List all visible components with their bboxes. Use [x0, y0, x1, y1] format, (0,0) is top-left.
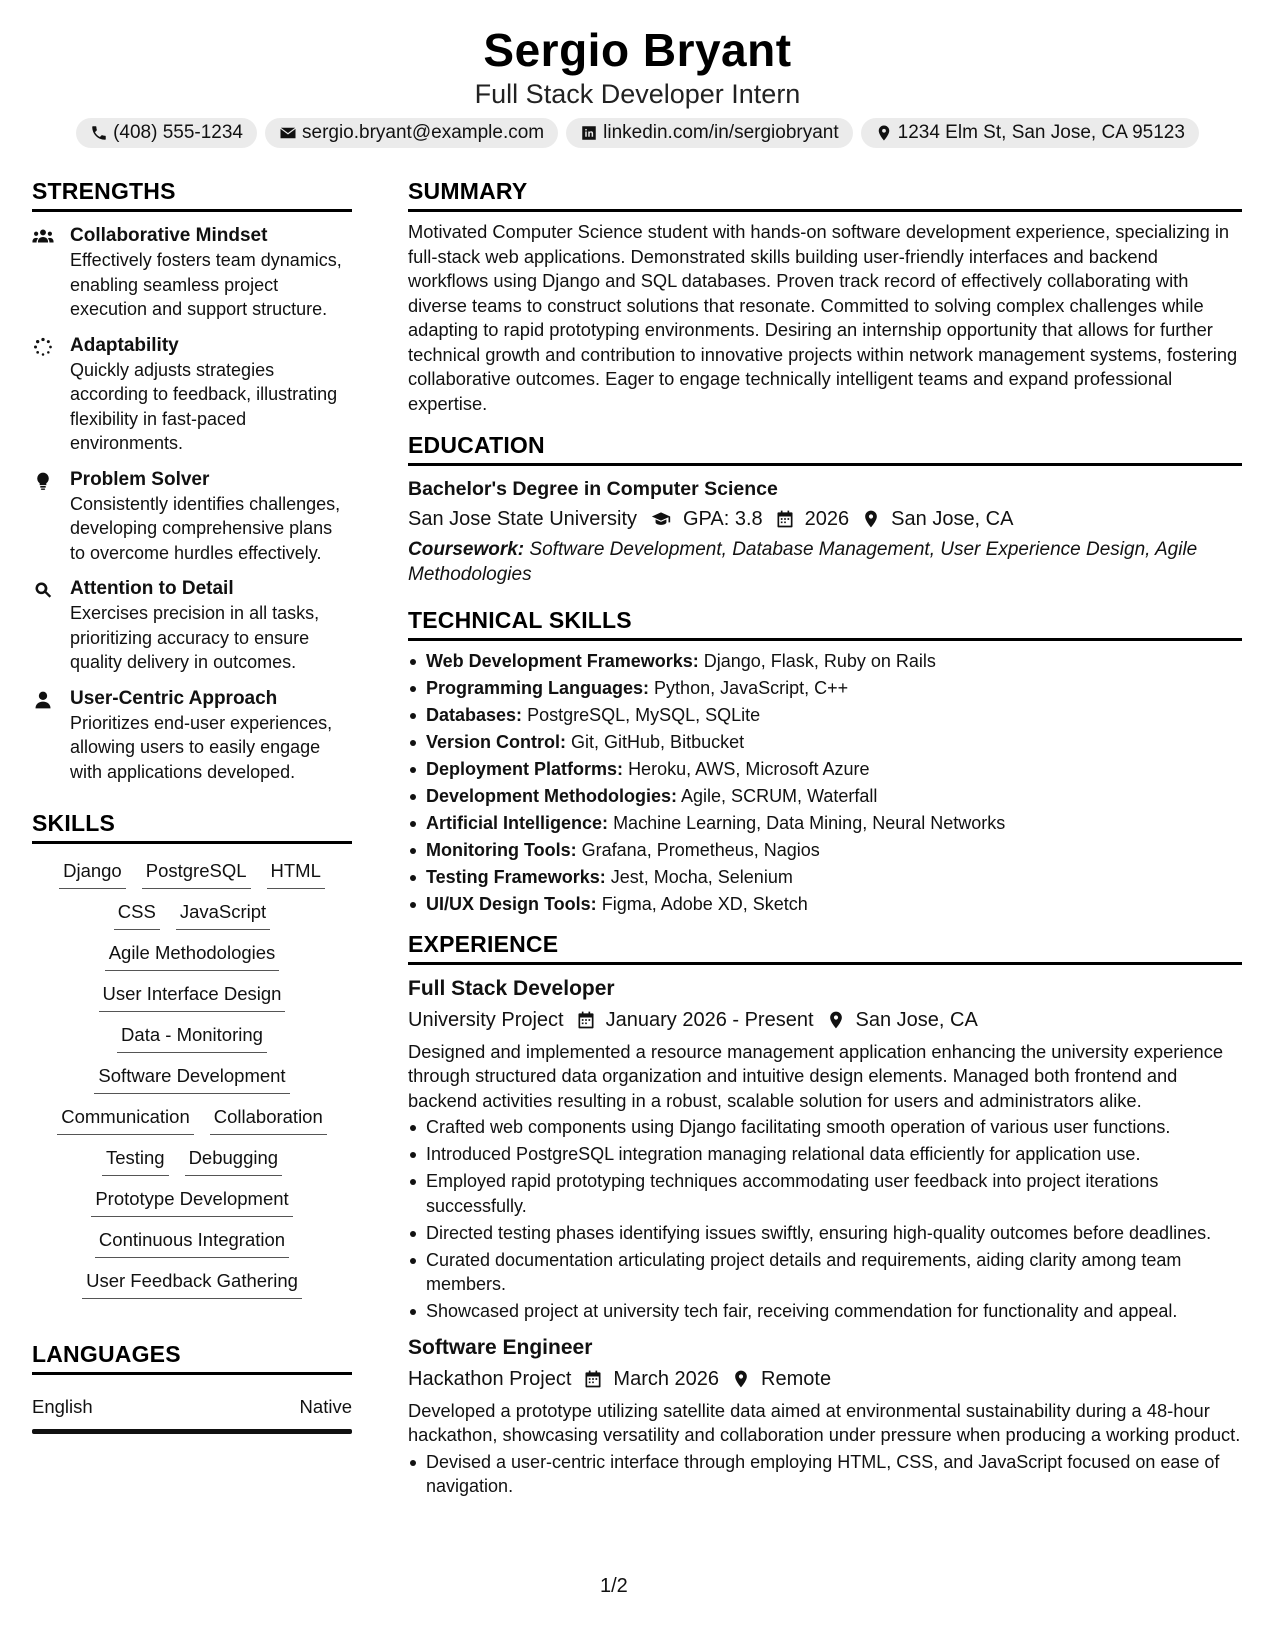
education-location: San Jose, CA: [891, 508, 1014, 530]
list-item: Directed testing phases identifying issues swiftly, ensuring high-quality outcomes before deadlines.: [408, 1221, 1242, 1246]
experience-entry: [408, 1334, 1242, 1499]
strength-item: [32, 224, 352, 322]
experience-date: March 2026: [613, 1367, 720, 1390]
education-school: San Jose State University: [408, 508, 637, 530]
strength-desc: Prioritizes end-user experiences, allowing users to easily engage with applications developed.: [70, 712, 333, 782]
left-column: [32, 176, 352, 1434]
language-level-bar: [32, 1429, 352, 1434]
map-pin-icon: [861, 509, 881, 529]
contact-email[interactable]: [265, 118, 558, 148]
strength-desc: Quickly adjusts strategies according to feedback, illustrating flexibility in fast-paced environments.: [70, 359, 338, 453]
experience-heading: EXPERIENCE: [408, 929, 1242, 965]
phone-icon: [90, 124, 108, 142]
skill-tag: Agile Methodologies: [105, 940, 280, 971]
experience-location: Remote: [761, 1367, 832, 1390]
skill-tag: Software Development: [94, 1063, 289, 1094]
education-coursework: [408, 538, 1242, 587]
education-heading: EDUCATION: [408, 430, 1242, 466]
calendar-icon: [576, 1010, 596, 1030]
language-level: Native: [299, 1396, 352, 1417]
experience-date: January 2026 - Present: [605, 1008, 814, 1031]
skill-tag: User Feedback Gathering: [82, 1268, 302, 1299]
skills-heading: SKILLS: [32, 808, 352, 844]
experience-desc: Developed a prototype utilizing satellite data aimed at environmental sustainability during a 48-hour hackathon, showcasing versatility and collaboration under pressure when producing a working product.: [408, 1399, 1241, 1445]
resume-header: [0, 22, 1275, 148]
strength-item: [32, 687, 352, 785]
candidate-name: Sergio Bryant: [483, 24, 792, 76]
strength-desc: Effectively fosters team dynamics, enabling seamless project execution and support structure.: [70, 250, 342, 319]
skill-tag: Continuous Integration: [95, 1227, 289, 1258]
skill-tag: CSS: [114, 899, 160, 930]
experience-title: Full Stack Developer: [408, 976, 615, 1000]
experience-bullets: [408, 1450, 1242, 1499]
calendar-icon: [583, 1369, 603, 1389]
list-item: Version Control: Git, GitHub, Bitbucket: [408, 730, 1242, 755]
skill-tag: PostgreSQL: [142, 858, 251, 889]
list-item: Employed rapid prototyping techniques accommodating user feedback into project iterations successfully.: [408, 1169, 1242, 1218]
strength-desc: Consistently identifies challenges, developing comprehensive plans to overcome hurdles effectively.: [70, 493, 341, 563]
skill-tag: User Interface Design: [99, 981, 286, 1012]
linkedin-icon: [580, 124, 598, 142]
education-year: 2026: [804, 508, 850, 530]
map-pin-icon: [826, 1010, 846, 1030]
search-icon: [32, 580, 54, 600]
user-icon: [32, 690, 54, 710]
skill-tag: Testing: [102, 1145, 169, 1176]
list-item: Introduced PostgreSQL integration managing relational data efficiently for application use.: [408, 1142, 1242, 1167]
strength-item: [32, 577, 352, 675]
spinner-icon: [32, 337, 54, 357]
experience-location: San Jose, CA: [855, 1008, 978, 1031]
map-pin-icon: [731, 1369, 751, 1389]
list-item: Programming Languages: Python, JavaScript, C++: [408, 676, 1242, 701]
skill-tag: JavaScript: [176, 899, 270, 930]
list-item: Databases: PostgreSQL, MySQL, SQLite: [408, 703, 1242, 728]
experience-meta: [408, 1365, 1242, 1393]
experience-title: Software Engineer: [408, 1335, 593, 1359]
page-number: 1/2: [600, 1575, 628, 1597]
summary-text: Motivated Computer Science student with hands-on software development experience, specializing in full-stack web applications. Demonstrated skills building user-friendly interfaces and backend workflows using Django and SQL databases. Proven track record of effectively collaborating with diverse teams to construct solutions that resonate. Committed to solving complex challenges while adapting to rapid prototyping environments. Desiring an internship opportunity that allows for further technical growth and contribution to innovative projects within network management systems, fostering collaborative outcomes. Eager to engage technically intelligent teams and expand professional expertise.: [408, 221, 1238, 414]
education-meta: [408, 505, 1242, 533]
list-item: Deployment Platforms: Heroku, AWS, Microsoft Azure: [408, 757, 1242, 782]
experience-desc: Designed and implemented a resource management application enhancing the university experience through structured data organization and intuitive design elements. Managed both frontend and backend activities resulting in a robust, scalable solution for users and administrators alike.: [408, 1040, 1224, 1111]
strength-item: [32, 334, 352, 456]
contact-linkedin[interactable]: [566, 118, 853, 148]
skill-tag: Django: [59, 858, 126, 889]
right-column: [408, 176, 1242, 1501]
contact-email-text: sergio.bryant@example.com: [302, 122, 545, 143]
language-name: English: [32, 1396, 93, 1417]
strengths-heading: STRENGTHS: [32, 176, 352, 212]
list-item: Artificial Intelligence: Machine Learning, Data Mining, Neural Networks: [408, 811, 1242, 836]
list-item: Crafted web components using Django facilitating smooth operation of various user functions.: [408, 1115, 1242, 1140]
education-gpa: GPA: 3.8: [683, 508, 763, 530]
experience-org: University Project: [408, 1008, 564, 1031]
strength-title: Adaptability: [70, 334, 179, 356]
strength-title: Attention to Detail: [70, 578, 234, 599]
list-item: Development Methodologies: Agile, SCRUM, Waterfall: [408, 784, 1242, 809]
skill-tag: Data - Monitoring: [117, 1022, 267, 1053]
summary-heading: SUMMARY: [408, 176, 1242, 212]
contact-linkedin-text: linkedin.com/in/sergiobryant: [603, 122, 839, 143]
contact-bar: [0, 118, 1275, 148]
coursework-label: Coursework:: [408, 539, 525, 560]
envelope-icon: [279, 124, 297, 142]
calendar-icon: [775, 509, 795, 529]
skill-tag: HTML: [267, 858, 325, 889]
skills-list: [32, 858, 352, 1299]
skill-tag: Communication: [57, 1104, 194, 1135]
users-icon: [32, 227, 54, 247]
contact-address-text: 1234 Elm St, San Jose, CA 95123: [897, 122, 1185, 143]
list-item: Testing Frameworks: Jest, Mocha, Selenium: [408, 865, 1242, 890]
contact-phone-text: (408) 555-1234: [113, 122, 243, 143]
list-item: Showcased project at university tech fair, receiving commendation for functionality and appeal.: [408, 1299, 1242, 1324]
skill-tag: Collaboration: [210, 1104, 327, 1135]
languages-heading: LANGUAGES: [32, 1339, 352, 1375]
graduation-cap-icon: [649, 509, 673, 529]
experience-org: Hackathon Project: [408, 1367, 572, 1390]
technical-skills-list: [408, 649, 1242, 917]
strength-title: User-Centric Approach: [70, 687, 278, 709]
skill-tag: Debugging: [185, 1145, 283, 1176]
lightbulb-icon: [32, 471, 54, 491]
list-item: Curated documentation articulating project details and requirements, aiding clarity among team members.: [408, 1248, 1242, 1297]
list-item: Devised a user-centric interface through employing HTML, CSS, and JavaScript focused on ease of navigation.: [408, 1450, 1242, 1499]
education-degree: Bachelor's Degree in Computer Science: [408, 478, 778, 500]
contact-address[interactable]: [861, 118, 1199, 148]
experience-meta: [408, 1006, 1242, 1034]
technical-skills-heading: TECHNICAL SKILLS: [408, 605, 1242, 641]
language-row: [32, 1395, 352, 1419]
strength-title: Collaborative Mindset: [70, 225, 268, 246]
contact-phone[interactable]: [76, 118, 257, 148]
experience-entry: [408, 975, 1242, 1324]
experience-bullets: [408, 1115, 1242, 1324]
strength-item: [32, 468, 352, 566]
skill-tag: Prototype Development: [91, 1186, 292, 1217]
map-pin-icon: [875, 124, 893, 142]
list-item: Monitoring Tools: Grafana, Prometheus, Nagios: [408, 838, 1242, 863]
strength-title: Problem Solver: [70, 468, 210, 490]
list-item: UI/UX Design Tools: Figma, Adobe XD, Sketch: [408, 892, 1242, 917]
strength-desc: Exercises precision in all tasks, prioritizing accuracy to ensure quality delivery in outcomes.: [70, 603, 320, 672]
coursework-text: Software Development, Database Management, User Experience Design, Agile Methodologies: [408, 539, 1198, 585]
candidate-title: Full Stack Developer Intern: [474, 79, 801, 109]
list-item: Web Development Frameworks: Django, Flask, Ruby on Rails: [408, 649, 1242, 674]
